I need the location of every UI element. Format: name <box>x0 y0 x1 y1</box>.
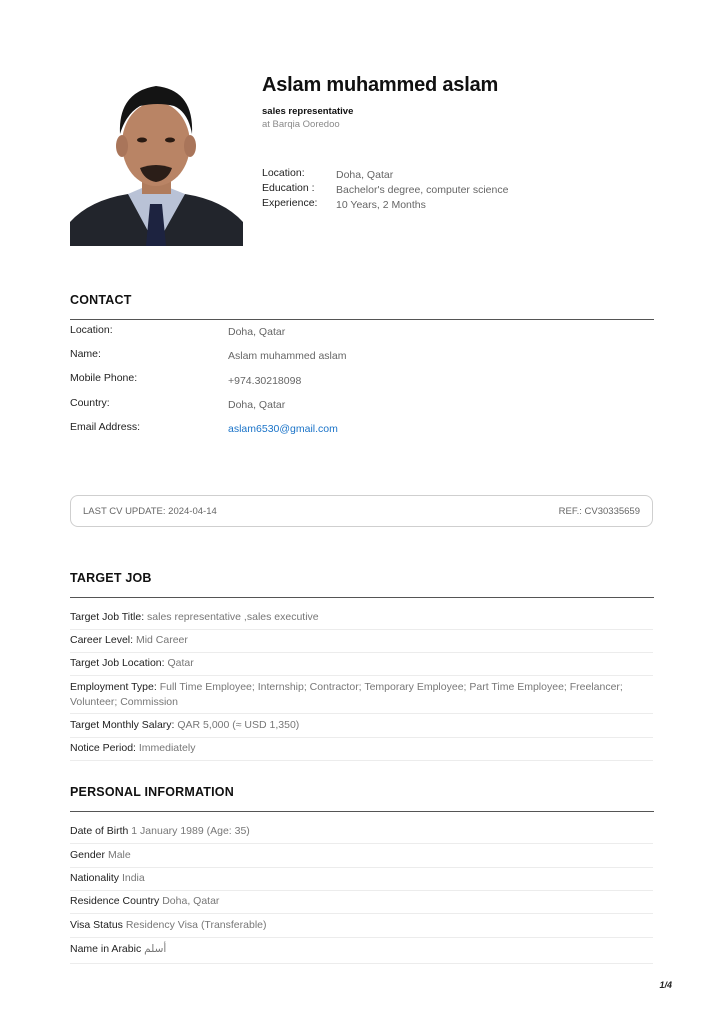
target-job-section-title: TARGET JOB <box>70 571 152 585</box>
header-location-label: Location: <box>262 167 305 179</box>
contact-location-label: Location: <box>70 324 113 336</box>
gender-value: Male <box>107 849 131 861</box>
arabic-name-value: أسلم <box>144 943 167 955</box>
gender-label: Gender <box>70 849 106 861</box>
cv-update-box <box>70 495 653 527</box>
dob-row <box>70 824 653 839</box>
notice-period-value: Immediately <box>138 742 196 754</box>
job-title: sales representative <box>262 106 354 117</box>
visa-status-value: Residency Visa (Transferable) <box>125 919 267 931</box>
target-salary-row <box>70 718 653 733</box>
arabic-name-row <box>70 942 653 957</box>
notice-period-label: Notice Period: <box>70 742 136 754</box>
row-divider <box>70 937 653 938</box>
gender-row <box>70 848 653 863</box>
contact-country-value: Doha, Qatar <box>228 399 286 411</box>
page-number: 1/4 <box>659 980 672 990</box>
contact-name-value: Aslam muhammed aslam <box>228 350 347 362</box>
header-location-value: Doha, Qatar <box>336 169 394 181</box>
visa-status-label: Visa Status <box>70 919 123 931</box>
contact-phone-value: +974.30218098 <box>228 375 302 387</box>
notice-period-row <box>70 741 653 756</box>
arabic-name-label: Name in Arabic <box>70 943 142 955</box>
contact-location-value: Doha, Qatar <box>228 326 286 338</box>
contact-section-title: CONTACT <box>70 293 132 307</box>
residence-country-value: Doha, Qatar <box>162 895 220 907</box>
cv-reference: REF.: CV30335659 <box>558 506 640 517</box>
contact-email-label: Email Address: <box>70 421 141 433</box>
dob-value: 1 January 1989 (Age: 35) <box>131 825 250 837</box>
nationality-label: Nationality <box>70 872 120 884</box>
row-divider <box>70 867 653 868</box>
row-divider <box>70 713 653 714</box>
row-divider <box>70 675 653 676</box>
contact-divider <box>70 319 654 320</box>
last-cv-update: LAST CV UPDATE: 2024-04-14 <box>83 506 217 517</box>
target-salary-value: QAR 5,000 (≈ USD 1,350) <box>177 719 300 731</box>
header-experience-label: Experience: <box>262 197 318 209</box>
contact-email-link[interactable]: aslam6530@gmail.com <box>228 423 338 435</box>
dob-label: Date of Birth <box>70 825 129 837</box>
residence-country-row <box>70 894 653 909</box>
employment-type-label: Employment Type: <box>70 681 157 693</box>
career-level-value: Mid Career <box>135 634 188 646</box>
target-job-location-row <box>70 656 653 671</box>
header-experience-value: 10 Years, 2 Months <box>336 199 426 211</box>
contact-phone-label: Mobile Phone: <box>70 372 138 384</box>
contact-country-label: Country: <box>70 397 110 409</box>
target-job-title-label: Target Job Title: <box>70 611 145 623</box>
employment-type-value: Full Time Employee; Internship; Contractor; Temporary Employee; Part Time Employee; Freelancer; Volunteer; Commission <box>70 681 623 708</box>
contact-name-label: Name: <box>70 348 101 360</box>
row-divider <box>70 963 653 964</box>
target-job-location-value: Qatar <box>167 657 194 669</box>
visa-status-row <box>70 918 653 933</box>
target-job-divider <box>70 597 654 598</box>
career-level-label: Career Level: <box>70 634 134 646</box>
row-divider <box>70 629 653 630</box>
residence-country-label: Residence Country <box>70 895 160 907</box>
row-divider <box>70 652 653 653</box>
nationality-value: India <box>121 872 145 884</box>
row-divider <box>70 737 653 738</box>
header-education-label: Education : <box>262 182 315 194</box>
personal-info-section-title: PERSONAL INFORMATION <box>70 785 234 799</box>
target-job-location-label: Target Job Location: <box>70 657 165 669</box>
career-level-row <box>70 633 653 648</box>
target-job-title-value: sales representative ,sales executive <box>147 611 319 623</box>
row-divider <box>70 913 653 914</box>
row-divider <box>70 760 653 761</box>
target-salary-label: Target Monthly Salary: <box>70 719 175 731</box>
employer: at Barqia Ooredoo <box>262 119 340 130</box>
employment-type-row <box>70 680 653 710</box>
candidate-name: Aslam muhammed aslam <box>262 74 499 96</box>
row-divider <box>70 843 653 844</box>
header-education-value: Bachelor's degree, computer science <box>336 184 509 196</box>
row-divider <box>70 890 653 891</box>
profile-photo <box>70 72 243 246</box>
nationality-row <box>70 871 653 886</box>
target-job-title-row <box>70 610 653 625</box>
personal-info-divider <box>70 811 654 812</box>
